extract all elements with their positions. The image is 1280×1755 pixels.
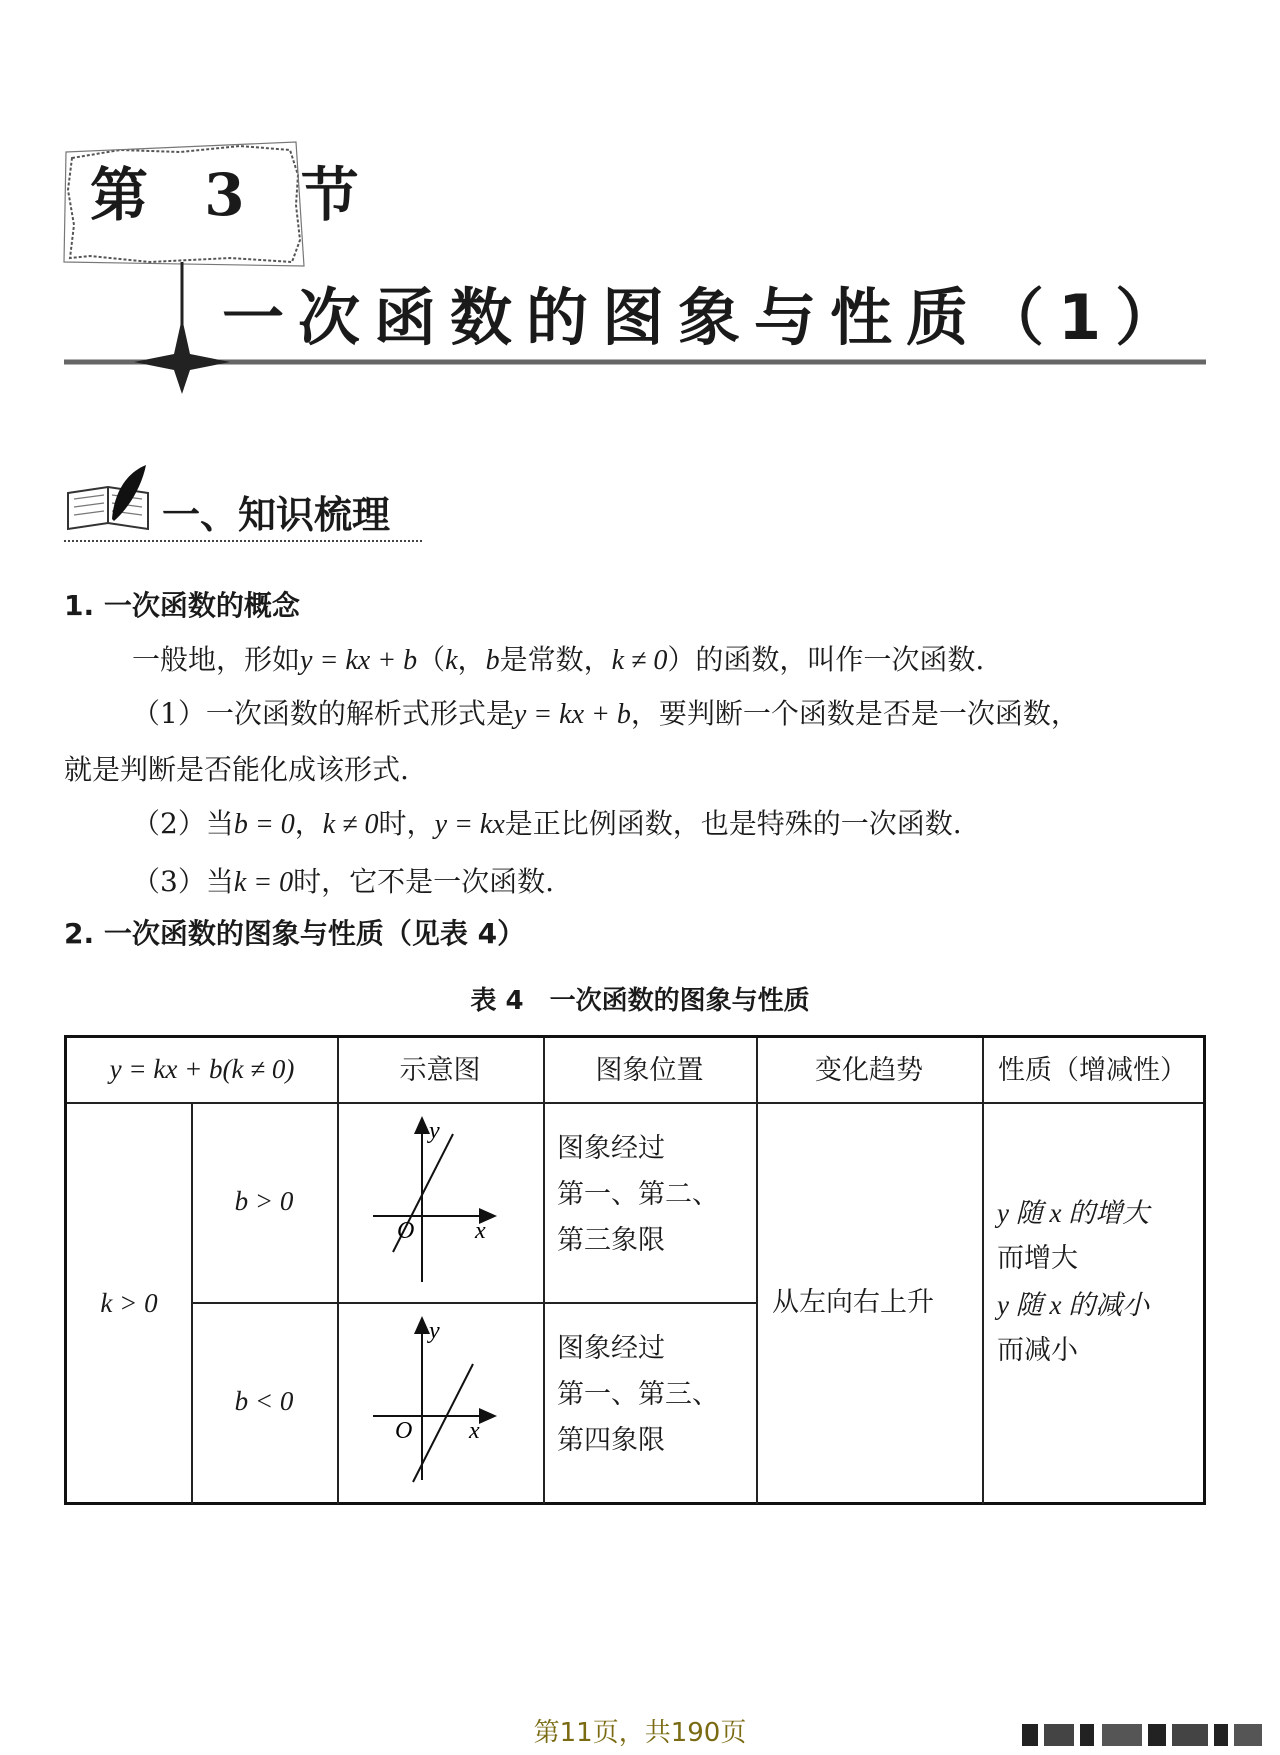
col-divider xyxy=(543,1038,545,1504)
axis-x-label: x xyxy=(475,1218,486,1244)
header-property: 性质（增减性） xyxy=(998,1055,1187,1086)
header-position: 图象位置 xyxy=(595,1055,704,1086)
origin-label: O xyxy=(395,1418,413,1444)
origin-label: O xyxy=(397,1218,415,1244)
heading-divider xyxy=(64,540,422,542)
graph-b-negative xyxy=(337,1302,543,1504)
graph-props-heading: 2. 一次函数的图象与性质（见表 4） xyxy=(64,917,526,950)
concept-note-1: （1）一次函数的解析式形式是y = kx + b，要判断一个函数是否是一次函数， xyxy=(132,697,1079,730)
page-indicator: 第11页，共190页 xyxy=(533,1718,747,1748)
axis-y-label: y xyxy=(429,1318,440,1344)
position-b-negative: 图象经过 第一、第三、 第四象限 xyxy=(557,1333,719,1456)
axis-y-label: y xyxy=(429,1118,440,1144)
trend-text: 从左向右上升 xyxy=(772,1287,934,1318)
properties-table xyxy=(64,1035,1206,1505)
col-divider xyxy=(191,1102,193,1504)
header-divider xyxy=(67,1102,1203,1104)
col-divider xyxy=(982,1038,984,1504)
col-divider xyxy=(756,1038,758,1504)
section-title: 一次函数的图象与性质（1） xyxy=(222,281,1192,354)
k-condition: k > 0 xyxy=(100,1288,158,1318)
header-trend: 变化趋势 xyxy=(815,1055,923,1086)
concept-note-2: （2）当b = 0，k ≠ 0时，y = kx是正比例函数，也是特殊的一次函数. xyxy=(132,807,962,840)
header-diagram: 示意图 xyxy=(399,1055,481,1086)
concept-note-3: （3）当k = 0时，它不是一次函数. xyxy=(132,865,555,898)
book-quill-icon xyxy=(64,463,154,535)
table-caption: 表 4 一次函数的图象与性质 xyxy=(470,986,810,1016)
b-condition: b > 0 xyxy=(234,1186,294,1216)
header-formula: y = kx + b(k ≠ 0) xyxy=(109,1054,295,1084)
section-label: 第 3 节 xyxy=(90,161,377,229)
concept-note-1-cont: 就是判断是否能化成该形式. xyxy=(64,753,409,786)
property-text: y 随 x 的增大 而增大 y 随 x 的减小 而减小 xyxy=(997,1198,1150,1366)
graph-b-positive xyxy=(337,1102,543,1302)
concept-heading: 1. 一次函数的概念 xyxy=(64,589,300,622)
knowledge-heading: 一、知识梳理 xyxy=(162,493,391,537)
b-condition: b < 0 xyxy=(234,1386,294,1416)
concept-definition: 一般地，形如y = kx + b（k，b是常数，k ≠ 0）的函数，叫作一次函数. xyxy=(132,643,985,676)
position-b-positive: 图象经过 第一、第二、 第三象限 xyxy=(557,1133,719,1256)
axis-x-label: x xyxy=(469,1418,480,1444)
watermark-bar xyxy=(1022,1724,1262,1746)
